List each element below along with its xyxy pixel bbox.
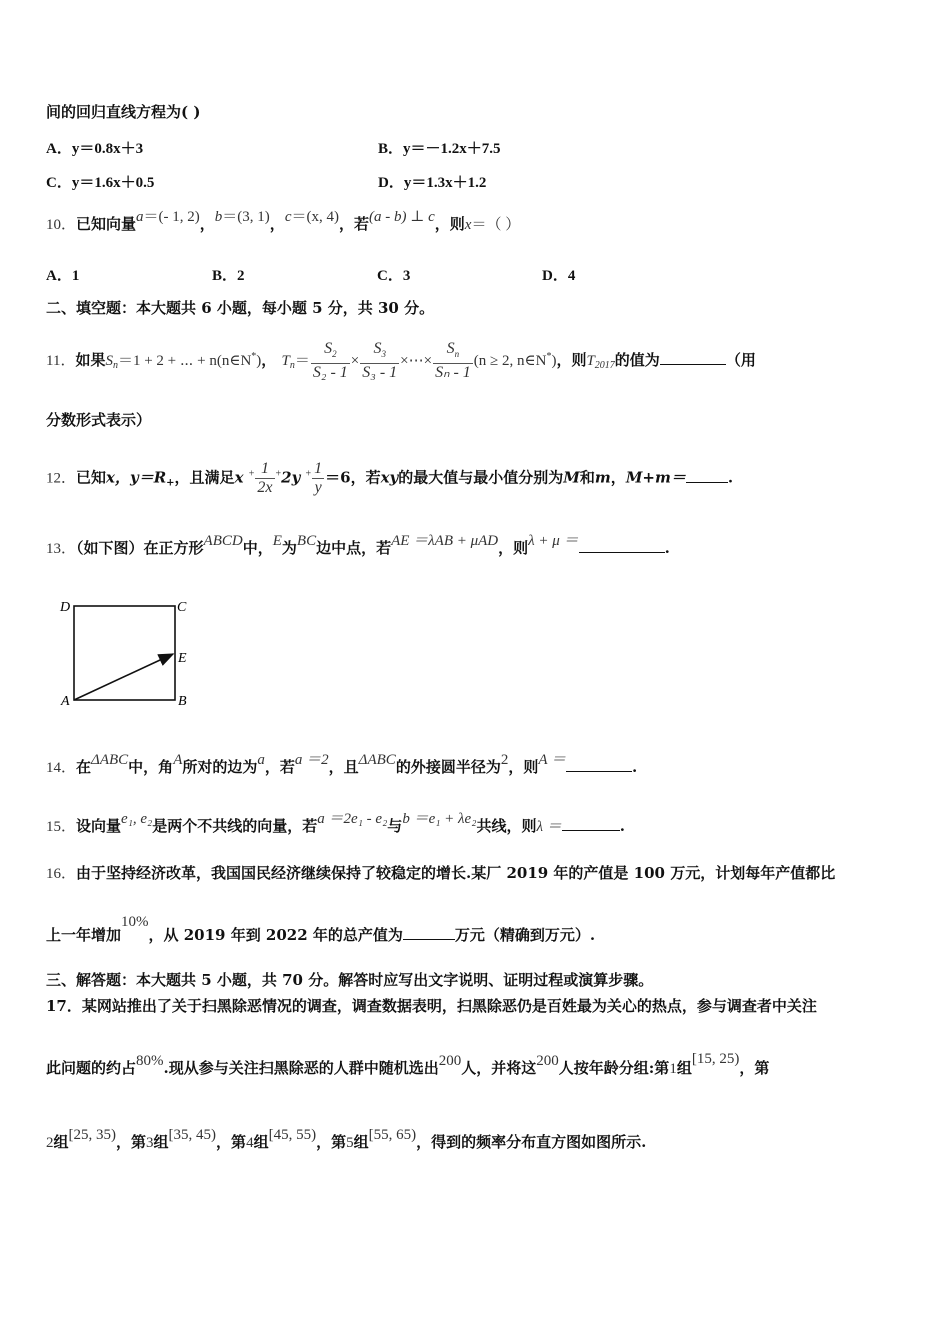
square-abcd [74, 606, 175, 700]
q10-option-a: A．1 [46, 268, 80, 284]
q11-stem-continued: 分数形式表示） [46, 411, 152, 429]
section2-heading: 二、填空题：本大题共 6 小题，每小题 5 分，共 30 分。 [46, 299, 435, 317]
q15-stem: 15．设向量e₁, e₂是两个不共线的向量，若a ＝2e₁ - e₂与b ＝e₁ + λe₂共线，则λ ＝ . [46, 811, 625, 835]
q10-option-d: D．4 [542, 268, 576, 284]
q12-stem: 12．已知x，$y=R_+$，且满足x + $\frac{1}{2x}$ +2y + $\frac{1}{y}$ ＝6，若xy的最大值与最小值分别为M和m，M+m＝ . [46, 460, 734, 496]
section3-heading: 三、解答题：本大题共 5 小题，共 70 分。解答时应写出文字说明、证明过程或演算步骤。 [46, 971, 654, 989]
q17-stem-line3: 2组[25, 35)，第3组[35, 45)，第4组[45, 55)，第5组[55, 65)，得到的频率分布直方图如图所示. [46, 1127, 647, 1151]
label-d: D [60, 600, 71, 615]
q17-stem: 17．某网站推出了关于扫黑除恶情况的调查，调查数据表明，扫黑除恶仍是百姓最为关心的热点，参与调查者中关注 [46, 997, 817, 1015]
label-a: A [61, 694, 70, 709]
q13-stem: 13．（如下图）在正方形ABCD中，E为BC边中点，若AE ＝λAB + μAD，则λ + μ ＝ . [46, 533, 670, 557]
q11-stem: 11．如果$S_n=1 + 2$ + ⋯ + n(n∈N*)， $T_n=$ $\frac{S_2}{\text{S₂ - 1}}$ × $\frac{S_3}{\text{S₃ - 1}}$ ×⋯× $\frac{S_n}{\text{Sₙ - 1}}$ (n ≥ 2, n∈N*)，则$T_{2017}$的值为 （用 [46, 340, 756, 382]
q9-stem: 间的回归直线方程为( ) [46, 103, 201, 121]
label-c: C [177, 600, 187, 615]
q10-stem: 10．已知向量a＝(- 1, 2)，b＝(3, 1)，c＝(x, 4)，若(a - b) ⊥ c，则x＝（ ） [46, 209, 521, 233]
q9-option-c: C．y＝1.6x＋0.5 [46, 175, 155, 191]
vector-ae [74, 654, 173, 700]
q9-option-b: B．y＝－1.2x＋7.5 [378, 141, 501, 157]
q16-stem-continued: 上一年增加10%，从 2019 年到 2022 年的总产值为 万元（精确到万元）. [46, 914, 596, 944]
q10-option-c: C．3 [377, 268, 411, 284]
q14-stem: 14．在ΔABC中，角A所对的边为a，若a ＝2，且ΔABC的外接圆半径为2，则A ＝ . [46, 752, 638, 776]
q9-option-d: D．y＝1.3x＋1.2 [378, 175, 487, 191]
label-b: B [178, 694, 187, 709]
square-figure [58, 596, 198, 712]
q17-stem-line2: 此问题的约占80%.现从参与关注扫黑除恶的人群中随机选出200人，并将这200人按年龄分组:第1组[15, 25)，第 [46, 1051, 770, 1077]
label-e: E [178, 651, 187, 666]
q16-stem: 16．由于坚持经济改革，我国国民经济继续保持了较稳定的增长.某厂 2019 年的产值是 100 万元，计划每年产值都比 [46, 864, 836, 882]
q10-option-b: B．2 [212, 268, 245, 284]
q9-option-a: A．y＝0.8x＋3 [46, 141, 144, 157]
